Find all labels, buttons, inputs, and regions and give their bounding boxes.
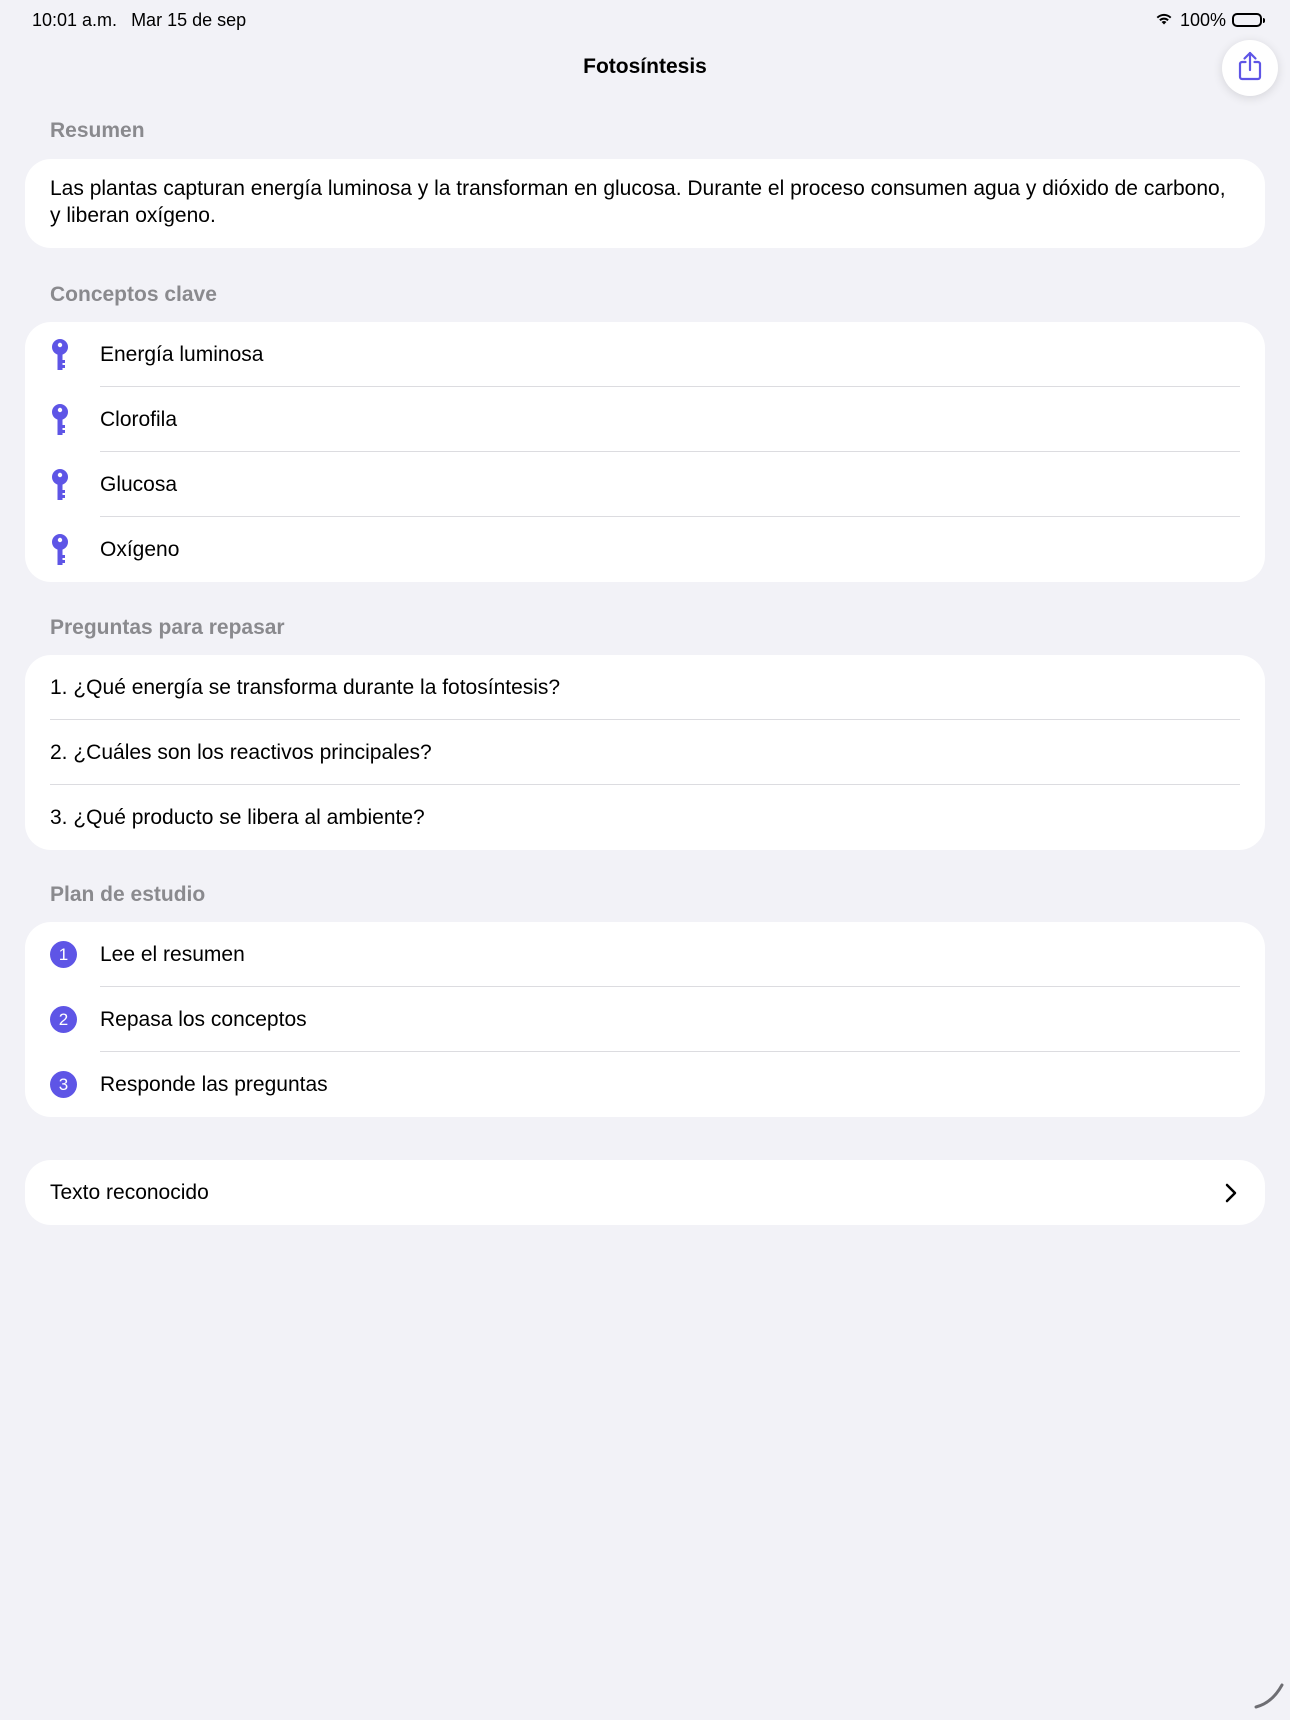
key-icon <box>50 533 100 567</box>
question-label: 1. ¿Qué energía se transforma durante la fotosíntesis? <box>50 675 561 699</box>
chevron-right-icon <box>1225 1183 1237 1203</box>
plan-label: Responde las preguntas <box>100 1072 328 1096</box>
concept-row[interactable] <box>25 322 1265 387</box>
plan-row[interactable] <box>25 987 1265 1052</box>
step-number-badge: 1 <box>50 941 77 968</box>
battery-percent: 100% <box>1179 9 1226 30</box>
pencil-stroke-icon <box>1254 1679 1284 1714</box>
recognized-text-row[interactable] <box>25 1160 1265 1225</box>
question-row[interactable] <box>25 785 1265 850</box>
plan-row[interactable] <box>25 922 1265 987</box>
plan-label: Repasa los conceptos <box>100 1007 307 1031</box>
summary-header: Resumen <box>50 119 145 142</box>
key-icon <box>50 468 100 502</box>
concept-row[interactable] <box>25 452 1265 517</box>
status-time: 10:01 a.m. <box>32 9 118 30</box>
questions-card <box>25 655 1265 850</box>
wifi-icon <box>1154 10 1174 31</box>
questions-header: Preguntas para repasar <box>50 616 285 639</box>
plan-label: Lee el resumen <box>100 942 245 966</box>
plan-header: Plan de estudio <box>50 883 206 906</box>
share-button[interactable] <box>1222 40 1278 96</box>
step-number-badge: 2 <box>50 1006 77 1033</box>
concepts-header: Conceptos clave <box>50 283 217 306</box>
status-date: Mar 15 de sep <box>131 9 247 30</box>
concept-label: Glucosa <box>100 472 178 496</box>
concept-label: Oxígeno <box>100 537 180 561</box>
question-label: 3. ¿Qué producto se libera al ambiente? <box>50 805 425 829</box>
concept-row[interactable] <box>25 517 1265 582</box>
page-title: Fotosíntesis <box>583 55 707 78</box>
question-label: 2. ¿Cuáles son los reactivos principales? <box>50 740 432 764</box>
step-number-badge: 3 <box>50 1071 77 1098</box>
recognized-text-label: Texto reconocido <box>50 1180 209 1204</box>
question-row[interactable] <box>25 720 1265 785</box>
key-icon <box>50 338 100 372</box>
question-row[interactable] <box>25 655 1265 720</box>
plan-card <box>25 922 1265 1117</box>
concept-label: Energía luminosa <box>100 342 264 366</box>
concept-row[interactable] <box>25 387 1265 452</box>
battery-icon <box>1232 13 1262 27</box>
concepts-card <box>25 322 1265 582</box>
summary-text: Las plantas capturan energía luminosa y la transforman en glucosa. Durante el proceso consumen agua y dióxido de carbono, y liberan oxígeno. <box>50 177 1226 227</box>
status-bar <box>32 8 1262 32</box>
share-icon <box>1237 51 1263 86</box>
summary-card <box>25 159 1265 248</box>
key-icon <box>50 403 100 437</box>
concept-label: Clorofila <box>100 407 178 431</box>
plan-row[interactable] <box>25 1052 1265 1117</box>
